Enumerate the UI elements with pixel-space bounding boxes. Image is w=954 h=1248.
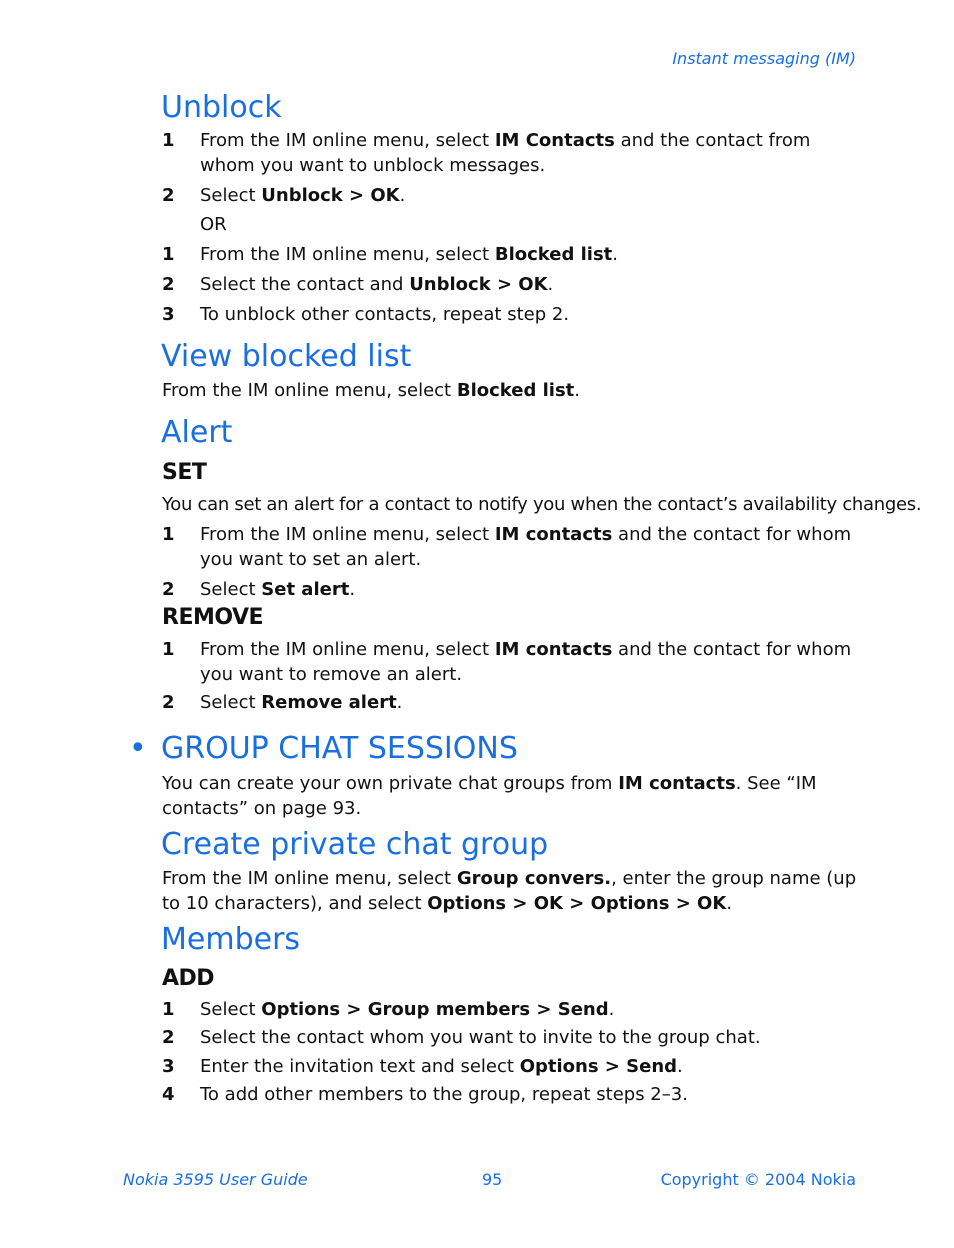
members-heading: Members <box>161 922 301 957</box>
step-text: Select Remove alert. <box>200 692 403 713</box>
footer-guide-title: Nokia 3595 User Guide <box>123 1170 308 1189</box>
view-blocked-text: From the IM online menu, select Blocked list. <box>162 380 581 401</box>
step-text: Enter the invitation text and select Options > Send. <box>200 1056 683 1077</box>
step-text: Select Options > Group members > Send. <box>200 999 615 1020</box>
step-number: 1 <box>162 639 175 660</box>
step-number: 1 <box>162 999 175 1020</box>
create-group-text: From the IM online menu, select Group convers., enter the group name (up to 10 characters), and select Options > OK > Options > OK. <box>162 868 857 914</box>
step-text: From the IM online menu, select Blocked list. <box>200 244 619 265</box>
section-bullet: • <box>129 731 147 766</box>
alert-heading: Alert <box>161 415 233 450</box>
or-separator: OR <box>200 214 227 235</box>
group-chat-heading: GROUP CHAT SESSIONS <box>161 731 518 766</box>
add-subheading: ADD <box>162 966 215 991</box>
step-number: 4 <box>162 1084 175 1105</box>
step-number: 1 <box>162 524 175 545</box>
step-number: 3 <box>162 1056 175 1077</box>
step-text: Select Set alert. <box>200 579 356 600</box>
set-intro: You can set an alert for a contact to notify you when the contact’s availability changes. <box>162 494 922 515</box>
step-number: 2 <box>162 1027 175 1048</box>
set-subheading: SET <box>162 460 207 485</box>
step-text: From the IM online menu, select IM Contacts and the contact from whom you want to unblock messages. <box>200 130 811 176</box>
step-text: To unblock other contacts, repeat step 2. <box>200 304 570 325</box>
view-blocked-heading: View blocked list <box>161 339 412 374</box>
step-text: Select the contact whom you want to invite to the group chat. <box>200 1027 761 1048</box>
step-text: Select the contact and Unblock > OK. <box>200 274 554 295</box>
step-number: 2 <box>162 274 175 295</box>
step-number: 3 <box>162 304 175 325</box>
step-number: 2 <box>162 579 175 600</box>
step-number: 1 <box>162 130 175 151</box>
group-chat-intro: You can create your own private chat groups from IM contacts. See “IM contacts” on page 93. <box>162 773 817 819</box>
step-text: Select Unblock > OK. <box>200 185 406 206</box>
step-text: From the IM online menu, select IM contacts and the contact for whom you want to remove an alert. <box>200 639 852 685</box>
create-group-heading: Create private chat group <box>161 827 549 862</box>
step-number: 1 <box>162 244 175 265</box>
step-number: 2 <box>162 185 175 206</box>
step-text: From the IM online menu, select IM contacts and the contact for whom you want to set an alert. <box>200 524 852 570</box>
footer-copyright: Copyright © 2004 Nokia <box>660 1170 856 1189</box>
step-number: 2 <box>162 692 175 713</box>
unblock-heading: Unblock <box>161 90 282 125</box>
remove-subheading: REMOVE <box>162 605 264 630</box>
page-number: 95 <box>482 1170 503 1189</box>
step-text: To add other members to the group, repeat steps 2–3. <box>200 1084 688 1105</box>
running-header: Instant messaging (IM) <box>672 49 856 68</box>
